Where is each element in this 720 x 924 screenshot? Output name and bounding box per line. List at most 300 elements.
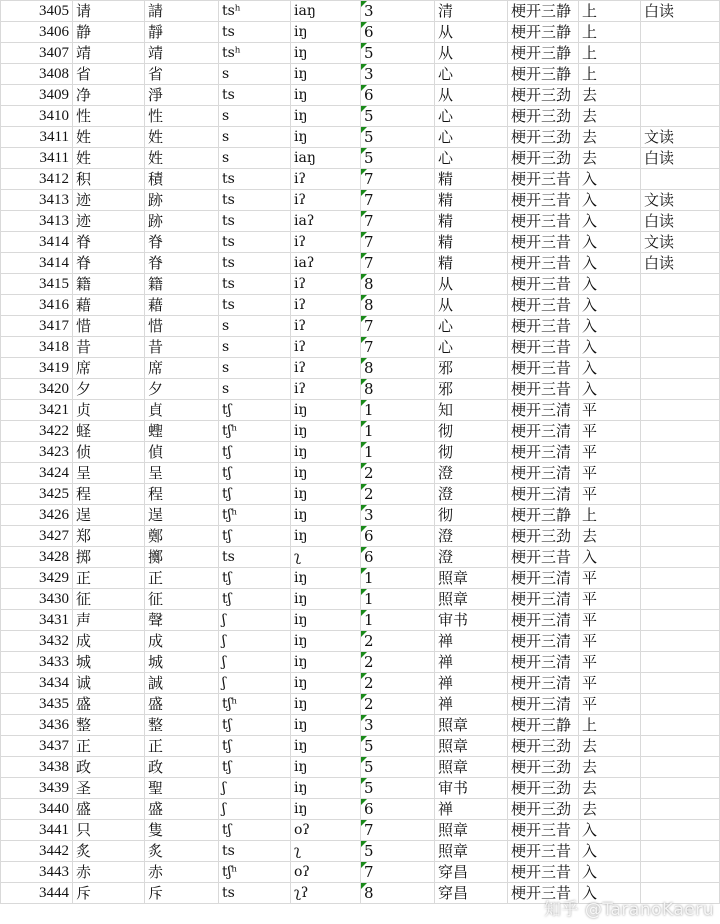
cell-rhyme-group[interactable]: 梗开三清 <box>508 652 579 673</box>
cell-final[interactable]: iʔ <box>291 316 361 337</box>
cell-traditional[interactable]: 呈 <box>145 463 219 484</box>
cell-tone-class[interactable]: 入 <box>579 862 641 883</box>
cell-initial-class[interactable]: 澄 <box>435 526 508 547</box>
cell-final[interactable]: iŋ <box>291 463 361 484</box>
cell-initial[interactable]: ʃ <box>219 673 291 694</box>
cell-initial-class[interactable]: 从 <box>435 85 508 106</box>
cell-tone-class[interactable]: 入 <box>579 883 641 904</box>
cell-simplified[interactable]: 声 <box>73 610 145 631</box>
cell-initial-class[interactable]: 从 <box>435 295 508 316</box>
cell-reading[interactable] <box>641 778 720 799</box>
cell-row-no[interactable]: 3412 <box>1 169 73 190</box>
cell-simplified[interactable]: 昔 <box>73 337 145 358</box>
cell-simplified[interactable]: 城 <box>73 652 145 673</box>
cell-traditional[interactable]: 跡 <box>145 211 219 232</box>
cell-simplified[interactable]: 征 <box>73 589 145 610</box>
cell-final[interactable]: oʔ <box>291 862 361 883</box>
cell-tone-class[interactable]: 平 <box>579 694 641 715</box>
cell-traditional[interactable]: 請 <box>145 1 219 22</box>
cell-initial[interactable]: ts <box>219 841 291 862</box>
cell-row-no[interactable]: 3432 <box>1 631 73 652</box>
cell-tone[interactable]: 8 <box>361 883 435 904</box>
cell-reading[interactable] <box>641 484 720 505</box>
cell-rhyme-group[interactable]: 梗开三昔 <box>508 379 579 400</box>
cell-final[interactable]: iŋ <box>291 421 361 442</box>
cell-initial-class[interactable]: 审书 <box>435 778 508 799</box>
cell-reading[interactable] <box>641 43 720 64</box>
cell-final[interactable]: iʔ <box>291 379 361 400</box>
cell-rhyme-group[interactable]: 梗开三昔 <box>508 190 579 211</box>
cell-reading[interactable] <box>641 694 720 715</box>
cell-simplified[interactable]: 盛 <box>73 694 145 715</box>
cell-tone[interactable]: 2 <box>361 463 435 484</box>
cell-initial-class[interactable]: 禅 <box>435 631 508 652</box>
cell-tone-class[interactable]: 平 <box>579 484 641 505</box>
cell-traditional[interactable]: 盛 <box>145 694 219 715</box>
cell-simplified[interactable]: 迹 <box>73 190 145 211</box>
cell-rhyme-group[interactable]: 梗开三昔 <box>508 232 579 253</box>
cell-initial[interactable]: ʃ <box>219 652 291 673</box>
cell-rhyme-group[interactable]: 梗开三昔 <box>508 337 579 358</box>
cell-row-no[interactable]: 3409 <box>1 85 73 106</box>
cell-tone[interactable]: 1 <box>361 442 435 463</box>
cell-reading[interactable] <box>641 673 720 694</box>
cell-initial[interactable]: tʃ <box>219 589 291 610</box>
cell-simplified[interactable]: 诚 <box>73 673 145 694</box>
cell-simplified[interactable]: 正 <box>73 736 145 757</box>
cell-reading[interactable] <box>641 106 720 127</box>
cell-simplified[interactable]: 斥 <box>73 883 145 904</box>
cell-simplified[interactable]: 迹 <box>73 211 145 232</box>
cell-rhyme-group[interactable]: 梗开三劲 <box>508 106 579 127</box>
cell-traditional[interactable]: 夕 <box>145 379 219 400</box>
cell-tone[interactable]: 8 <box>361 295 435 316</box>
cell-tone[interactable]: 7 <box>361 232 435 253</box>
cell-initial-class[interactable]: 精 <box>435 169 508 190</box>
cell-traditional[interactable]: 姓 <box>145 127 219 148</box>
cell-rhyme-group[interactable]: 梗开三清 <box>508 400 579 421</box>
cell-tone[interactable]: 5 <box>361 127 435 148</box>
cell-row-no[interactable]: 3420 <box>1 379 73 400</box>
cell-traditional[interactable]: 逞 <box>145 505 219 526</box>
cell-rhyme-group[interactable]: 梗开三劲 <box>508 127 579 148</box>
cell-tone-class[interactable]: 平 <box>579 421 641 442</box>
cell-simplified[interactable]: 省 <box>73 64 145 85</box>
cell-traditional[interactable]: 斥 <box>145 883 219 904</box>
cell-initial[interactable]: tʃ <box>219 526 291 547</box>
cell-final[interactable]: iŋ <box>291 526 361 547</box>
cell-final[interactable]: ʅ <box>291 841 361 862</box>
cell-initial-class[interactable]: 禅 <box>435 673 508 694</box>
cell-traditional[interactable]: 聲 <box>145 610 219 631</box>
cell-tone-class[interactable]: 去 <box>579 148 641 169</box>
cell-initial[interactable]: ts <box>219 211 291 232</box>
cell-reading[interactable]: 文读 <box>641 190 720 211</box>
cell-initial-class[interactable]: 从 <box>435 22 508 43</box>
cell-traditional[interactable]: 正 <box>145 568 219 589</box>
cell-traditional[interactable]: 誠 <box>145 673 219 694</box>
cell-rhyme-group[interactable]: 梗开三昔 <box>508 547 579 568</box>
cell-rhyme-group[interactable]: 梗开三昔 <box>508 169 579 190</box>
cell-final[interactable]: iŋ <box>291 127 361 148</box>
cell-simplified[interactable]: 席 <box>73 358 145 379</box>
cell-initial[interactable]: ʃ <box>219 631 291 652</box>
cell-rhyme-group[interactable]: 梗开三昔 <box>508 211 579 232</box>
cell-rhyme-group[interactable]: 梗开三昔 <box>508 274 579 295</box>
cell-tone-class[interactable]: 上 <box>579 1 641 22</box>
cell-simplified[interactable]: 炙 <box>73 841 145 862</box>
cell-tone[interactable]: 7 <box>361 316 435 337</box>
cell-reading[interactable] <box>641 715 720 736</box>
cell-simplified[interactable]: 侦 <box>73 442 145 463</box>
cell-tone-class[interactable]: 上 <box>579 715 641 736</box>
cell-traditional[interactable]: 省 <box>145 64 219 85</box>
cell-tone-class[interactable]: 去 <box>579 106 641 127</box>
cell-tone-class[interactable]: 入 <box>579 169 641 190</box>
cell-initial[interactable]: tʃ <box>219 757 291 778</box>
cell-row-no[interactable]: 3436 <box>1 715 73 736</box>
cell-tone-class[interactable]: 入 <box>579 547 641 568</box>
cell-row-no[interactable]: 3414 <box>1 232 73 253</box>
cell-simplified[interactable]: 净 <box>73 85 145 106</box>
cell-tone-class[interactable]: 入 <box>579 274 641 295</box>
cell-tone[interactable]: 5 <box>361 841 435 862</box>
cell-final[interactable]: iŋ <box>291 673 361 694</box>
cell-rhyme-group[interactable]: 梗开三清 <box>508 610 579 631</box>
cell-initial[interactable]: ʃ <box>219 610 291 631</box>
cell-row-no[interactable]: 3431 <box>1 610 73 631</box>
cell-tone-class[interactable]: 上 <box>579 505 641 526</box>
cell-row-no[interactable]: 3439 <box>1 778 73 799</box>
cell-simplified[interactable]: 夕 <box>73 379 145 400</box>
cell-tone[interactable]: 7 <box>361 337 435 358</box>
cell-rhyme-group[interactable]: 梗开三昔 <box>508 883 579 904</box>
cell-initial-class[interactable]: 禅 <box>435 652 508 673</box>
cell-final[interactable]: iŋ <box>291 64 361 85</box>
cell-initial[interactable]: ts <box>219 883 291 904</box>
cell-initial-class[interactable]: 照章 <box>435 820 508 841</box>
cell-final[interactable]: iŋ <box>291 631 361 652</box>
cell-final[interactable]: iŋ <box>291 589 361 610</box>
cell-rhyme-group[interactable]: 梗开三清 <box>508 442 579 463</box>
cell-traditional[interactable]: 炙 <box>145 841 219 862</box>
cell-initial-class[interactable]: 照章 <box>435 757 508 778</box>
cell-initial[interactable]: ts <box>219 85 291 106</box>
cell-row-no[interactable]: 3418 <box>1 337 73 358</box>
cell-row-no[interactable]: 3429 <box>1 568 73 589</box>
cell-row-no[interactable]: 3419 <box>1 358 73 379</box>
cell-final[interactable]: iŋ <box>291 568 361 589</box>
cell-tone[interactable]: 3 <box>361 715 435 736</box>
cell-row-no[interactable]: 3428 <box>1 547 73 568</box>
cell-row-no[interactable]: 3415 <box>1 274 73 295</box>
cell-initial-class[interactable]: 心 <box>435 106 508 127</box>
cell-initial-class[interactable]: 邪 <box>435 379 508 400</box>
cell-rhyme-group[interactable]: 梗开三静 <box>508 43 579 64</box>
cell-rhyme-group[interactable]: 梗开三清 <box>508 694 579 715</box>
cell-final[interactable]: iŋ <box>291 85 361 106</box>
cell-initial[interactable]: tʃʰ <box>219 505 291 526</box>
cell-reading[interactable] <box>641 799 720 820</box>
cell-row-no[interactable]: 3426 <box>1 505 73 526</box>
cell-row-no[interactable]: 3430 <box>1 589 73 610</box>
cell-reading[interactable] <box>641 757 720 778</box>
cell-reading[interactable] <box>641 358 720 379</box>
cell-tone[interactable]: 8 <box>361 379 435 400</box>
cell-initial-class[interactable]: 穿昌 <box>435 883 508 904</box>
cell-simplified[interactable]: 郑 <box>73 526 145 547</box>
cell-tone-class[interactable]: 平 <box>579 442 641 463</box>
cell-traditional[interactable]: 隻 <box>145 820 219 841</box>
cell-initial[interactable]: tʃʰ <box>219 694 291 715</box>
cell-reading[interactable] <box>641 274 720 295</box>
cell-traditional[interactable]: 淨 <box>145 85 219 106</box>
cell-initial[interactable]: s <box>219 64 291 85</box>
cell-traditional[interactable]: 政 <box>145 757 219 778</box>
cell-traditional[interactable]: 擲 <box>145 547 219 568</box>
cell-reading[interactable]: 文读 <box>641 232 720 253</box>
cell-tone-class[interactable]: 平 <box>579 589 641 610</box>
cell-reading[interactable]: 文读 <box>641 127 720 148</box>
cell-tone[interactable]: 2 <box>361 673 435 694</box>
cell-tone-class[interactable]: 上 <box>579 22 641 43</box>
cell-final[interactable]: iʔ <box>291 232 361 253</box>
cell-tone-class[interactable]: 平 <box>579 463 641 484</box>
cell-initial-class[interactable]: 审书 <box>435 610 508 631</box>
cell-row-no[interactable]: 3417 <box>1 316 73 337</box>
cell-tone-class[interactable]: 平 <box>579 400 641 421</box>
cell-row-no[interactable]: 3421 <box>1 400 73 421</box>
cell-initial-class[interactable]: 澄 <box>435 463 508 484</box>
cell-initial-class[interactable]: 澄 <box>435 547 508 568</box>
cell-row-no[interactable]: 3442 <box>1 841 73 862</box>
cell-reading[interactable]: 白读 <box>641 253 720 274</box>
cell-simplified[interactable]: 籍 <box>73 274 145 295</box>
cell-tone-class[interactable]: 入 <box>579 337 641 358</box>
cell-rhyme-group[interactable]: 梗开三清 <box>508 631 579 652</box>
cell-traditional[interactable]: 整 <box>145 715 219 736</box>
cell-initial[interactable]: tʃ <box>219 400 291 421</box>
cell-row-no[interactable]: 3435 <box>1 694 73 715</box>
cell-tone[interactable]: 6 <box>361 526 435 547</box>
cell-initial[interactable]: tʃ <box>219 442 291 463</box>
cell-initial[interactable]: ts <box>219 232 291 253</box>
cell-tone-class[interactable]: 平 <box>579 610 641 631</box>
cell-reading[interactable] <box>641 526 720 547</box>
cell-reading[interactable] <box>641 379 720 400</box>
cell-rhyme-group[interactable]: 梗开三清 <box>508 568 579 589</box>
cell-rhyme-group[interactable]: 梗开三清 <box>508 673 579 694</box>
cell-traditional[interactable]: 鄭 <box>145 526 219 547</box>
cell-reading[interactable] <box>641 64 720 85</box>
cell-row-no[interactable]: 3427 <box>1 526 73 547</box>
cell-simplified[interactable]: 脊 <box>73 253 145 274</box>
cell-rhyme-group[interactable]: 梗开三静 <box>508 1 579 22</box>
cell-tone-class[interactable]: 去 <box>579 799 641 820</box>
cell-final[interactable]: iŋ <box>291 799 361 820</box>
cell-reading[interactable] <box>641 862 720 883</box>
cell-rhyme-group[interactable]: 梗开三劲 <box>508 736 579 757</box>
cell-tone[interactable]: 7 <box>361 190 435 211</box>
cell-rhyme-group[interactable]: 梗开三劲 <box>508 778 579 799</box>
cell-traditional[interactable]: 脊 <box>145 253 219 274</box>
cell-rhyme-group[interactable]: 梗开三清 <box>508 484 579 505</box>
cell-initial[interactable]: tsʰ <box>219 43 291 64</box>
cell-tone-class[interactable]: 入 <box>579 295 641 316</box>
cell-initial[interactable]: ts <box>219 253 291 274</box>
cell-reading[interactable] <box>641 316 720 337</box>
cell-tone-class[interactable]: 平 <box>579 673 641 694</box>
cell-initial-class[interactable]: 精 <box>435 190 508 211</box>
cell-reading[interactable] <box>641 631 720 652</box>
cell-final[interactable]: iaŋ <box>291 148 361 169</box>
cell-simplified[interactable]: 整 <box>73 715 145 736</box>
cell-traditional[interactable]: 惜 <box>145 316 219 337</box>
cell-initial[interactable]: ts <box>219 274 291 295</box>
cell-initial-class[interactable]: 照章 <box>435 589 508 610</box>
cell-row-no[interactable]: 3410 <box>1 106 73 127</box>
cell-tone[interactable]: 3 <box>361 1 435 22</box>
cell-initial[interactable]: tʃʰ <box>219 862 291 883</box>
cell-rhyme-group[interactable]: 梗开三昔 <box>508 295 579 316</box>
cell-traditional[interactable]: 正 <box>145 736 219 757</box>
cell-row-no[interactable]: 3413 <box>1 211 73 232</box>
cell-initial-class[interactable]: 精 <box>435 253 508 274</box>
cell-final[interactable]: ʅ <box>291 547 361 568</box>
cell-simplified[interactable]: 姓 <box>73 148 145 169</box>
cell-tone[interactable]: 7 <box>361 862 435 883</box>
cell-initial[interactable]: tʃ <box>219 715 291 736</box>
cell-tone-class[interactable]: 入 <box>579 841 641 862</box>
cell-reading[interactable] <box>641 442 720 463</box>
cell-initial[interactable]: ʃ <box>219 778 291 799</box>
cell-tone[interactable]: 6 <box>361 85 435 106</box>
cell-initial-class[interactable]: 知 <box>435 400 508 421</box>
cell-tone[interactable]: 1 <box>361 589 435 610</box>
cell-initial-class[interactable]: 彻 <box>435 505 508 526</box>
cell-row-no[interactable]: 3411 <box>1 148 73 169</box>
cell-tone[interactable]: 5 <box>361 43 435 64</box>
cell-initial-class[interactable]: 彻 <box>435 442 508 463</box>
cell-initial[interactable]: s <box>219 379 291 400</box>
cell-simplified[interactable]: 靖 <box>73 43 145 64</box>
cell-initial-class[interactable]: 穿昌 <box>435 862 508 883</box>
cell-traditional[interactable]: 脊 <box>145 232 219 253</box>
cell-row-no[interactable]: 3424 <box>1 463 73 484</box>
cell-row-no[interactable]: 3443 <box>1 862 73 883</box>
cell-tone-class[interactable]: 去 <box>579 127 641 148</box>
cell-tone-class[interactable]: 入 <box>579 379 641 400</box>
cell-row-no[interactable]: 3413 <box>1 190 73 211</box>
cell-traditional[interactable]: 昔 <box>145 337 219 358</box>
cell-tone[interactable]: 5 <box>361 757 435 778</box>
cell-initial[interactable]: s <box>219 358 291 379</box>
cell-tone-class[interactable]: 入 <box>579 211 641 232</box>
cell-tone[interactable]: 6 <box>361 799 435 820</box>
cell-row-no[interactable]: 3438 <box>1 757 73 778</box>
cell-traditional[interactable]: 貞 <box>145 400 219 421</box>
cell-final[interactable]: iʔ <box>291 190 361 211</box>
cell-simplified[interactable]: 正 <box>73 568 145 589</box>
cell-tone[interactable]: 5 <box>361 106 435 127</box>
cell-rhyme-group[interactable]: 梗开三昔 <box>508 841 579 862</box>
cell-initial-class[interactable]: 彻 <box>435 421 508 442</box>
cell-simplified[interactable]: 掷 <box>73 547 145 568</box>
cell-reading[interactable] <box>641 841 720 862</box>
cell-simplified[interactable]: 盛 <box>73 799 145 820</box>
cell-initial[interactable]: ts <box>219 190 291 211</box>
cell-rhyme-group[interactable]: 梗开三静 <box>508 505 579 526</box>
cell-initial[interactable]: tʃ <box>219 736 291 757</box>
cell-initial-class[interactable]: 从 <box>435 43 508 64</box>
cell-initial-class[interactable]: 心 <box>435 316 508 337</box>
cell-tone[interactable]: 2 <box>361 652 435 673</box>
cell-initial-class[interactable]: 照章 <box>435 841 508 862</box>
cell-traditional[interactable]: 偵 <box>145 442 219 463</box>
cell-reading[interactable] <box>641 568 720 589</box>
cell-tone-class[interactable]: 去 <box>579 778 641 799</box>
cell-rhyme-group[interactable]: 梗开三静 <box>508 22 579 43</box>
cell-tone-class[interactable]: 去 <box>579 85 641 106</box>
cell-reading[interactable] <box>641 820 720 841</box>
cell-simplified[interactable]: 成 <box>73 631 145 652</box>
cell-traditional[interactable]: 靖 <box>145 43 219 64</box>
cell-final[interactable]: iʔ <box>291 295 361 316</box>
cell-simplified[interactable]: 性 <box>73 106 145 127</box>
cell-initial-class[interactable]: 禅 <box>435 694 508 715</box>
cell-rhyme-group[interactable]: 梗开三清 <box>508 463 579 484</box>
cell-traditional[interactable]: 蟶 <box>145 421 219 442</box>
cell-tone[interactable]: 7 <box>361 169 435 190</box>
cell-reading[interactable] <box>641 736 720 757</box>
cell-traditional[interactable]: 程 <box>145 484 219 505</box>
cell-traditional[interactable]: 性 <box>145 106 219 127</box>
cell-reading[interactable]: 白读 <box>641 1 720 22</box>
cell-reading[interactable] <box>641 169 720 190</box>
cell-tone-class[interactable]: 入 <box>579 190 641 211</box>
cell-tone-class[interactable]: 平 <box>579 652 641 673</box>
cell-simplified[interactable]: 脊 <box>73 232 145 253</box>
cell-traditional[interactable]: 盛 <box>145 799 219 820</box>
cell-tone[interactable]: 8 <box>361 358 435 379</box>
cell-reading[interactable] <box>641 295 720 316</box>
cell-traditional[interactable]: 藉 <box>145 295 219 316</box>
cell-initial[interactable]: tʃ <box>219 463 291 484</box>
cell-row-no[interactable]: 3437 <box>1 736 73 757</box>
cell-initial-class[interactable]: 禅 <box>435 799 508 820</box>
cell-final[interactable]: iŋ <box>291 43 361 64</box>
cell-initial-class[interactable]: 心 <box>435 337 508 358</box>
cell-initial-class[interactable]: 心 <box>435 148 508 169</box>
cell-tone[interactable]: 7 <box>361 211 435 232</box>
cell-row-no[interactable]: 3423 <box>1 442 73 463</box>
cell-simplified[interactable]: 赤 <box>73 862 145 883</box>
cell-tone[interactable]: 7 <box>361 820 435 841</box>
cell-reading[interactable] <box>641 505 720 526</box>
cell-row-no[interactable]: 3411 <box>1 127 73 148</box>
cell-initial-class[interactable]: 照章 <box>435 568 508 589</box>
cell-final[interactable]: ʅʔ <box>291 883 361 904</box>
cell-initial[interactable]: tsʰ <box>219 1 291 22</box>
cell-final[interactable]: iʔ <box>291 169 361 190</box>
cell-initial-class[interactable]: 澄 <box>435 484 508 505</box>
cell-row-no[interactable]: 3433 <box>1 652 73 673</box>
cell-traditional[interactable]: 籍 <box>145 274 219 295</box>
cell-final[interactable]: iŋ <box>291 736 361 757</box>
cell-final[interactable]: iŋ <box>291 757 361 778</box>
cell-initial-class[interactable]: 心 <box>435 64 508 85</box>
cell-tone-class[interactable]: 入 <box>579 316 641 337</box>
